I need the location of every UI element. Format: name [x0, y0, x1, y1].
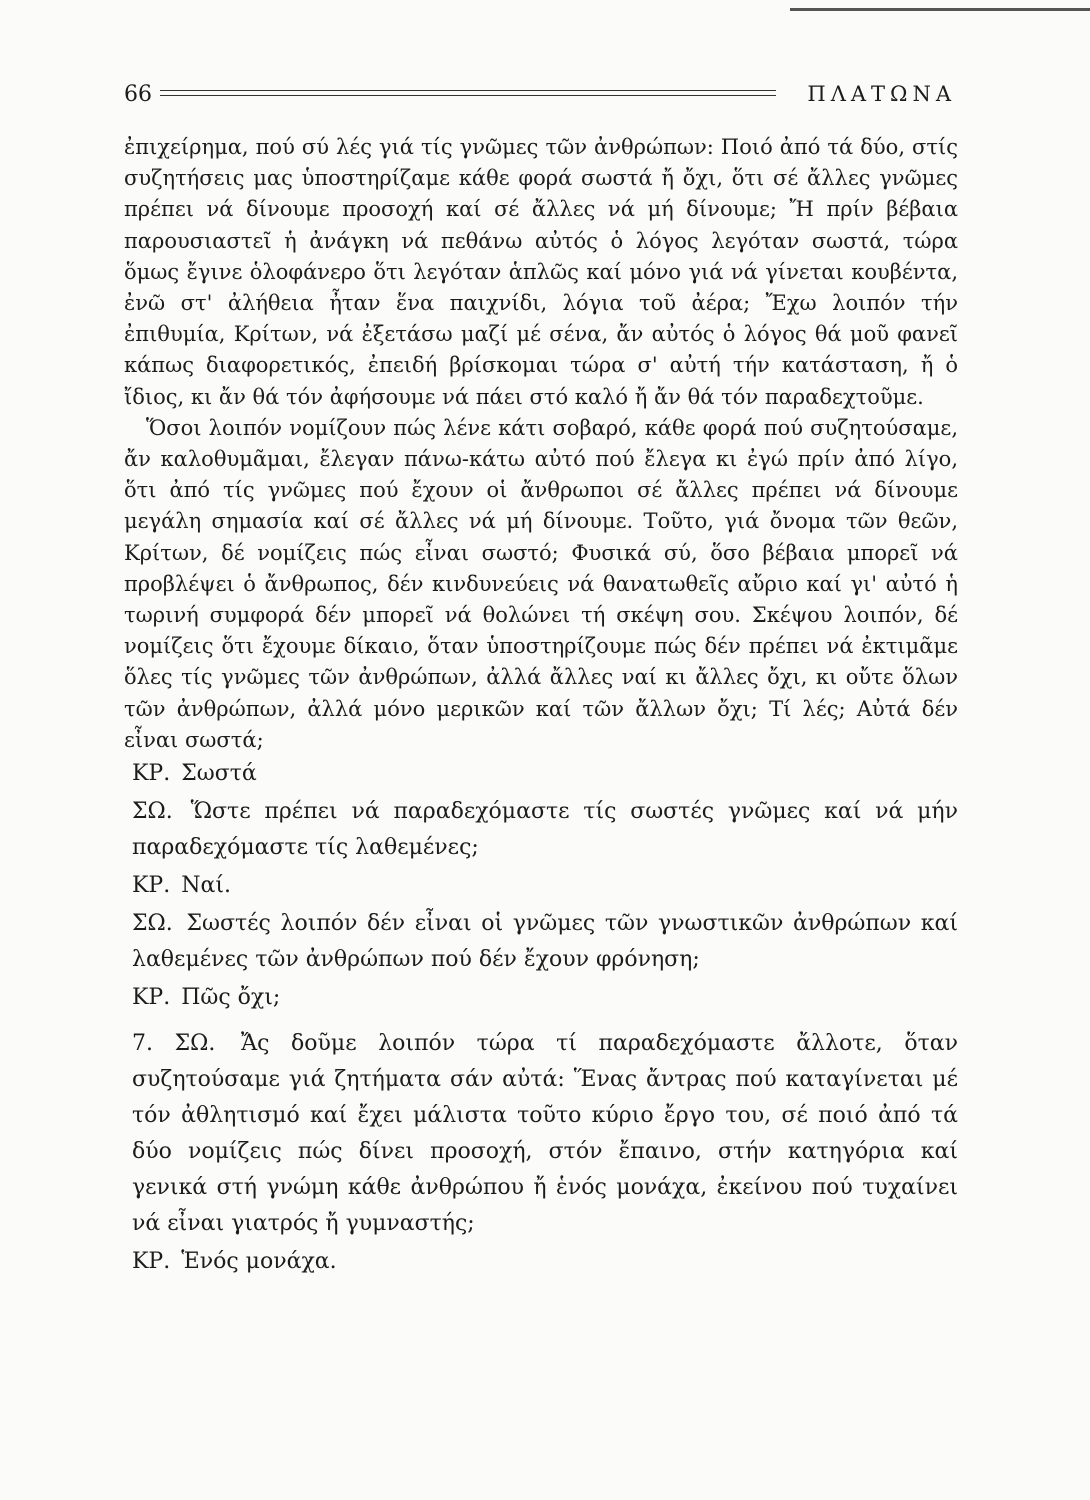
dialogue-line: [132, 756, 958, 792]
header-rule: [160, 90, 776, 96]
page-header: [124, 82, 956, 112]
body-text: [124, 132, 958, 1282]
speaker-label: ΣΩ.: [132, 911, 173, 937]
section-7: [132, 1026, 958, 1242]
speaker-label: ΚΡ.: [132, 873, 171, 899]
dialogue-text: Ὥστε πρέπει νά παραδεχόμαστε τίς σωστές γνῶμες καί νά μήν παραδεχόμαστε τίς λαθεμένες;: [132, 799, 958, 861]
dialogue-text: Πῶς ὄχι;: [181, 985, 281, 1011]
speaker-label: ΚΡ.: [132, 1249, 171, 1275]
dialogue-text: Σωστά: [181, 761, 257, 787]
dialogue-line: [132, 794, 958, 866]
dialogue-line: [132, 906, 958, 978]
running-head: ΠΛΑΤΩΝΑ: [807, 82, 956, 106]
speaker-label: ΣΩ.: [174, 1031, 216, 1057]
paragraph-2: Ὅσοι λοιπόν νομίζουν πώς λένε κάτι σοβαρό, κάθε φορά πού συζητούσαμε, ἄν καλοθυμᾶμαι, ἔλεγαν πάνω-κάτω αὐτό πού ἔλεγα κι ἐγώ πρίν ἀπό λίγο, ὅτι ἀπό τίς γνῶμες πού ἔχουν οἱ ἄνθρωποι σέ ἄλλες πρέπει νά δίνουμε μεγάλη σημασία καί σέ ἄλλες νά μή δίνουμε. Τοῦτο, γιά ὄνομα τῶν θεῶν, Κρίτων, δέ νομίζεις πώς εἶναι σωστό; Φυσικά σύ, ὅσο βέβαια μπορεῖ νά προβλέψει ὁ ἄνθρωπος, δέν κινδυνεύεις νά θανατωθεῖς αὔριο καί γι' αὐτό ἡ τωρινή συμφορά δέν μπορεῖ νά θολώνει τή σκέψη σου. Σκέψου λοιπόν, δέ νομίζεις ὅτι ἔχουμε δίκαιο, ὅταν ὑποστηρίζουμε πώς δέν πρέπει νά ἐκτιμᾶμε ὅλες τίς γνῶμες τῶν ἀνθρώπων, ἀλλά ἄλλες ναί κι ἄλλες ὄχι, κι οὔτε ὅλων τῶν ἀνθρώπων, ἀλλά μόνο μερικῶν καί τῶν ἄλλων ὄχι; Τί λές; Αὐτά δέν εἶναι σωστά;: [124, 415, 958, 752]
speaker-label: ΣΩ.: [132, 799, 173, 825]
dialogue-line: [132, 868, 958, 904]
dialogue-text: Ἄς δοῦμε λοιπόν τώρα τί παραδεχόμαστε ἄλλοτε, ὅταν συζητούσαμε γιά ζητήματα σάν αὐτά: Ἕνας ἄντρας πού καταγίνεται μέ τόν ἀθλητισμό καί ἔχει μάλιστα τοῦτο κύριο ἔργο του, σέ ποιό ἀπό τά δύο νομίζεις πώς δίνει προσοχή, στόν ἔπαινο, στήν κατηγόρια καί γενικά στή γνώμη κάθε ἀνθρώπου ἤ ἑνός μονάχα, ἐκείνου πού τυχαίνει νά εἶναι γιατρός ἤ γυμναστής;: [132, 1031, 958, 1237]
page-number: 66: [124, 82, 152, 107]
dialogue-text: Σωστές λοιπόν δέν εἶναι οἱ γνῶμες τῶν γνωστικῶν ἀνθρώπων καί λαθεμένες τῶν ἀνθρώπων πού δέν ἔχουν φρόνηση;: [132, 911, 959, 973]
speaker-label: ΚΡ.: [132, 985, 171, 1011]
speaker-label: ΚΡ.: [132, 761, 171, 787]
dialogue-text: Ἑνός μονάχα.: [181, 1249, 337, 1275]
dialogue-text: Ναί.: [181, 873, 231, 899]
dialogue-line-final: [132, 1244, 958, 1280]
scan-edge-line: [790, 8, 1090, 11]
paragraph-1: ἐπιχείρημα, πού σύ λές γιά τίς γνῶμες τῶν ἀνθρώπων: Ποιό ἀπό τά δύο, στίς συζητήσεις μας ὑποστηρίζαμε κάθε φορά σωστά ἤ ὄχι, ὅτι σέ ἄλλες γνῶμες πρέπει νά δίνουμε προσοχή καί σέ ἄλλες νά μή δίνουμε; Ἤ πρίν βέβαια παρουσιαστεῖ ἡ ἀνάγκη νά πεθάνω αὐτός ὁ λόγος λεγόταν σωστά, τώρα ὅμως ἔγινε ὁλοφάνερο ὅτι λεγόταν ἁπλῶς καί μόνο γιά νά γίνεται κουβέντα, ἐνῶ στ' ἀλήθεια ἦταν ἕνα παιχνίδι, λόγια τοῦ ἀέρα; Ἔχω λοιπόν τήν ἐπιθυμία, Κρίτων, νά ἐξετάσω μαζί μέ σένα, ἄν αὐτός ὁ λόγος θά μοῦ φανεῖ κάπως διαφορετικός, ἐπειδή βρίσκομαι τώρα σ' αὐτή τήν κατάσταση, ἤ ὁ ἴδιος, κι ἄν θά τόν ἀφήσουμε νά πάει στό καλό ἤ ἄν θά τόν παραδεχτοῦμε.: [124, 135, 958, 409]
dialogue-line: [132, 980, 958, 1016]
section-number: 7.: [132, 1031, 153, 1057]
